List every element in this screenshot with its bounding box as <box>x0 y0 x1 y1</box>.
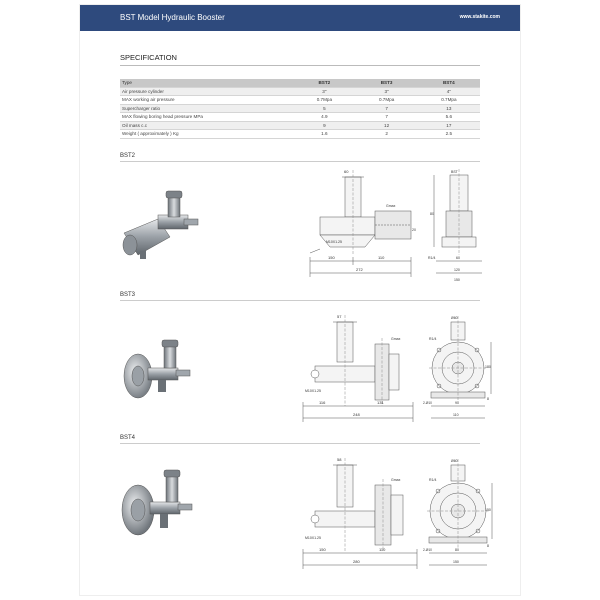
bst4-dim-m10: M10X1.25 <box>305 536 321 540</box>
bst3-dim-gmax: Gmax <box>391 337 401 341</box>
spec-row <box>120 130 480 139</box>
spec-row <box>120 96 480 105</box>
bst2-dim-20: 20 <box>412 228 416 232</box>
bst3-dim-110: 110 <box>453 413 459 417</box>
bst2-front-drawing <box>430 165 490 285</box>
section-divider <box>120 161 480 162</box>
section-label-bst2: BST2 <box>120 153 136 159</box>
bst2-dim-150: 150 <box>328 255 335 260</box>
bst3-dim-248: 248 <box>353 412 360 417</box>
bst2-dim-60b: 60 <box>456 256 460 260</box>
spec-cell: 0.7Mpa <box>418 96 480 105</box>
header-url[interactable]: www.stakite.com <box>459 14 500 20</box>
spec-cell: 12 <box>355 121 417 130</box>
spec-col-bst4: BST4 <box>418 79 480 87</box>
bst3-side-drawing <box>295 310 425 430</box>
bst3-photo <box>118 330 208 410</box>
spec-row-label: Air pressure cylinder <box>120 87 293 96</box>
bst3-dim-180: 180 <box>485 365 491 369</box>
spec-cell: 9 <box>293 121 355 130</box>
spec-cell: 5 <box>293 104 355 113</box>
spec-cell: 0.7Mpa <box>355 96 417 105</box>
bst4-side-drawing <box>295 453 430 578</box>
spec-cell: 7 <box>355 113 417 122</box>
spec-cell: 4.9 <box>293 113 355 122</box>
bst3-dim-8: 8 <box>487 397 489 401</box>
spec-cell: 13 <box>418 104 480 113</box>
spec-cell: 4" <box>418 87 480 96</box>
spec-row <box>120 87 480 96</box>
bst2-dim-bst: BST <box>451 170 458 174</box>
spec-cell: 3" <box>355 87 417 96</box>
spec-cell: 1.6 <box>293 130 355 139</box>
bst4-dim-150: 150 <box>319 547 326 552</box>
spec-row-label: Oil mass c.c <box>120 121 293 130</box>
catalog-page <box>80 5 520 595</box>
spec-row-label: MAX flowing boring head pressure MPa <box>120 113 293 122</box>
spec-cell: 2 <box>355 130 417 139</box>
bst3-dim-r14: R1/4 <box>429 337 437 341</box>
bst2-dim-150b: 150 <box>454 278 460 282</box>
bst3-dim-57: 57 <box>337 314 342 319</box>
bst4-dim-8: 8 <box>487 544 489 548</box>
spec-cell: 17 <box>418 121 480 130</box>
bst3-dim-2phi10: 2-Ø10 <box>423 401 432 405</box>
bst4-dim-280: 280 <box>353 559 360 564</box>
bst3-dim-m10: M10X1.25 <box>305 389 321 393</box>
spec-col-type: Type <box>120 79 293 87</box>
bst2-dim-m10: M10X1.25 <box>326 240 342 244</box>
bst2-dim-60: 60 <box>344 169 349 174</box>
spec-cell: 0.7Mpa <box>293 96 355 105</box>
spec-header-row <box>120 79 480 87</box>
bst4-photo <box>118 460 208 545</box>
spec-col-bst2: BST2 <box>293 79 355 87</box>
spec-row-label: Weight ( approximately ) Kg <box>120 130 293 139</box>
bst4-dim-58: 58 <box>337 457 342 462</box>
header-title: BST Model Hydraulic Booster <box>120 13 225 22</box>
bst4-dim-110: 110 <box>379 547 386 552</box>
bst4-dim-phi60: Ø60 <box>451 459 458 463</box>
spec-row-label: MAX working air pressure <box>120 96 293 105</box>
header-bar <box>80 5 520 31</box>
spec-divider <box>120 65 480 66</box>
bst3-dim-90: 90 <box>455 401 459 405</box>
bst2-dim-80: 80 <box>430 212 434 216</box>
spec-cell: 5.6 <box>418 113 480 122</box>
bst4-dim-gmax: Gmax <box>391 478 401 482</box>
section-label-bst3: BST3 <box>120 292 136 298</box>
bst3-dim-phi60: Ø60 <box>451 316 458 320</box>
section-divider <box>120 300 480 301</box>
section-divider <box>120 443 480 444</box>
bst4-dim-150side: 150 <box>485 508 491 512</box>
spec-row <box>120 121 480 130</box>
spec-row <box>120 104 480 113</box>
bst3-dim-116: 116 <box>319 400 326 405</box>
spec-cell: 7 <box>355 104 417 113</box>
spec-title: SPECIFICATION <box>120 53 177 62</box>
spec-table <box>120 79 480 139</box>
spec-row <box>120 113 480 122</box>
bst4-dim-150b: 150 <box>453 560 459 564</box>
bst3-dim-131: 131 <box>377 400 384 405</box>
bst2-dim-r14: R1/4 <box>428 256 436 260</box>
bst4-dim-80: 80 <box>455 548 459 552</box>
bst4-dim-r14: R1/4 <box>429 478 437 482</box>
spec-cell: 3" <box>293 87 355 96</box>
section-label-bst4: BST4 <box>120 435 136 441</box>
bst2-dim-gmax: Gmax <box>386 204 396 208</box>
bst2-dim-110: 110 <box>378 255 385 260</box>
bst3-front-drawing <box>425 310 495 430</box>
spec-row-label: Supercharger ratio <box>120 104 293 113</box>
bst2-side-drawing <box>300 165 425 285</box>
bst2-dim-272: 272 <box>356 267 363 272</box>
bst2-photo <box>118 185 208 265</box>
spec-col-bst3: BST3 <box>355 79 417 87</box>
bst4-front-drawing <box>425 453 495 578</box>
spec-cell: 2.5 <box>418 130 480 139</box>
bst4-dim-2phi10: 2-Ø10 <box>423 548 432 552</box>
bst2-dim-120: 120 <box>454 268 460 272</box>
